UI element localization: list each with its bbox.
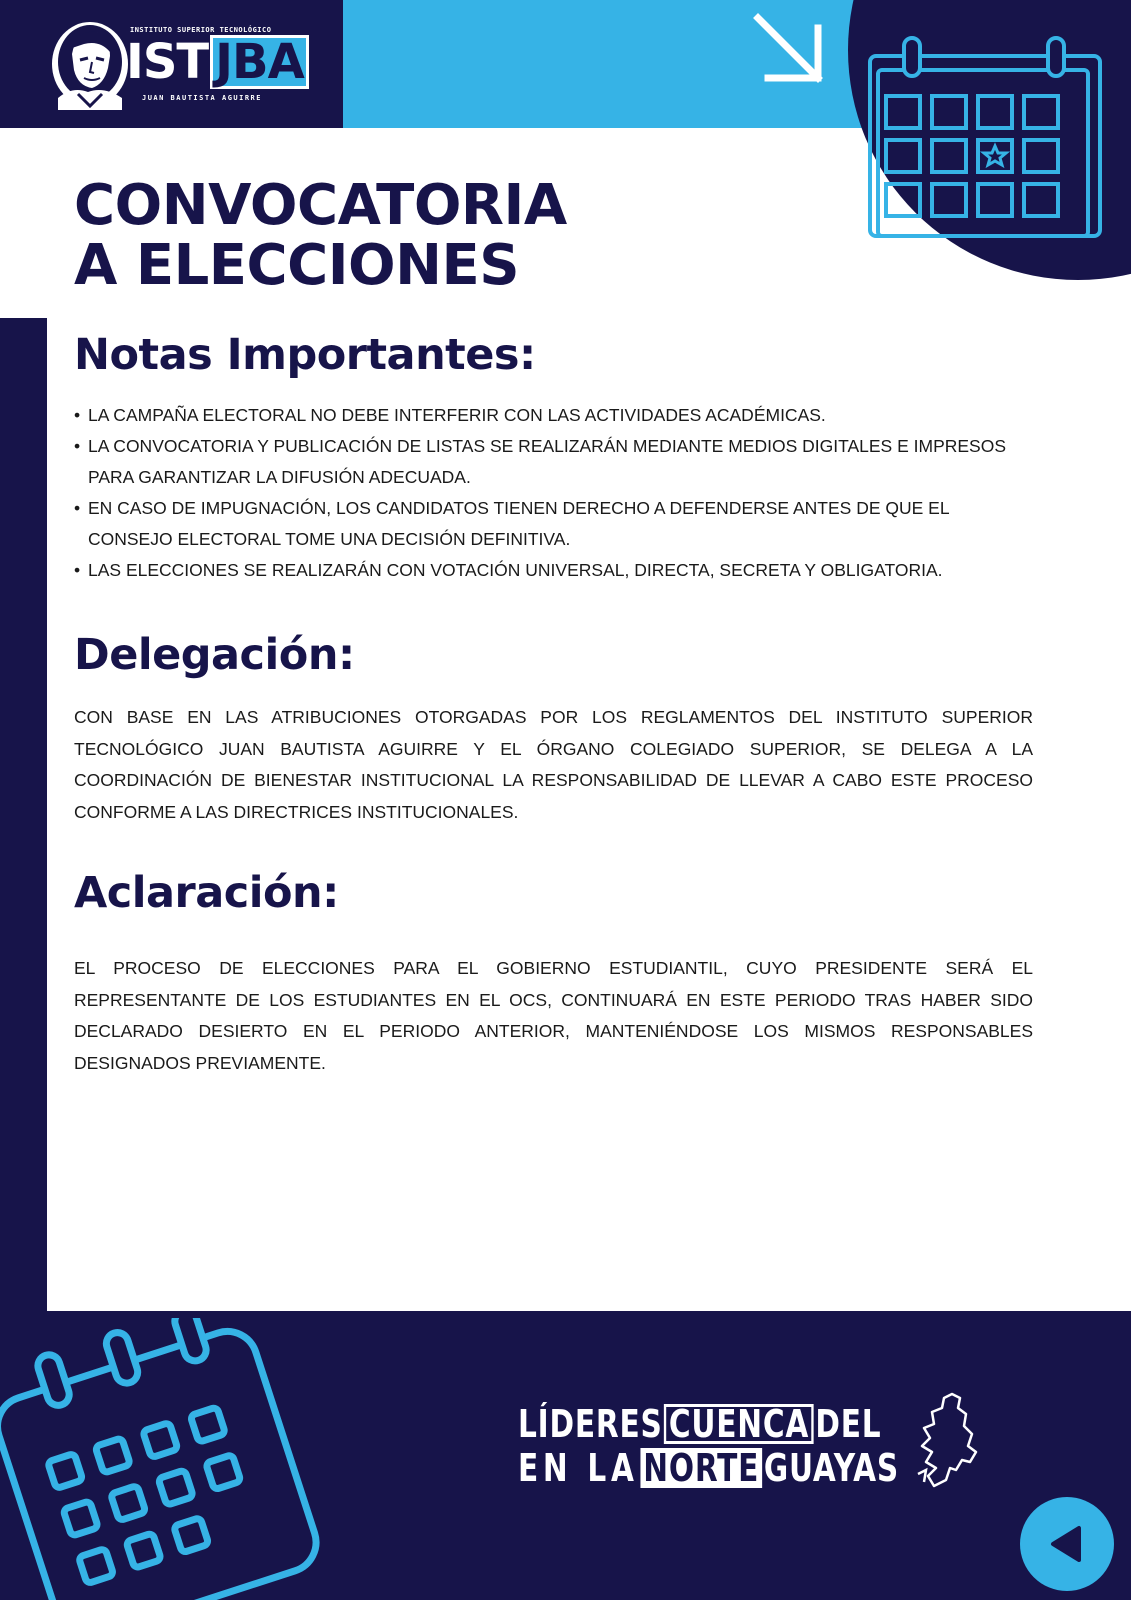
page-title-line2: A ELECCIONES	[74, 233, 520, 298]
calendar-icon	[0, 1318, 320, 1600]
list-item: • LA CONVOCATORIA Y PUBLICACIÓN DE LISTAS SE REALIZARÁN MEDIANTE MEDIOS DIGITALES E IMPRESOS PARA GARANTIZAR LA DIFUSIÓN ADECUADA.	[74, 431, 1034, 493]
logo-acronym-jba: JBA	[210, 35, 309, 89]
delegacion-heading: Delegación:	[74, 630, 355, 680]
slogan-word: EN LA	[518, 1446, 639, 1490]
list-item: • LAS ELECCIONES SE REALIZARÁN CON VOTACIÓN UNIVERSAL, DIRECTA, SECRETA Y OBLIGATORIA.	[74, 555, 1034, 586]
back-triangle-icon	[1047, 1524, 1087, 1564]
slogan-word: LÍDERES	[518, 1402, 663, 1446]
list-item: • EN CASO DE IMPUGNACIÓN, LOS CANDIDATOS TIENEN DERECHO A DEFENDERSE ANTES DE QUE EL CONSEJO ELECTORAL TOME UNA DECISIÓN DEFINITIVA.	[74, 493, 1034, 555]
notas-heading: Notas Importantes:	[74, 330, 536, 380]
page-title	[74, 173, 567, 298]
logo-acronym	[126, 32, 309, 92]
page-title-line1: CONVOCATORIA	[74, 173, 567, 238]
slogan-word: GUAYAS	[763, 1446, 900, 1490]
guayas-map-icon	[912, 1390, 984, 1490]
institute-logo	[48, 18, 304, 110]
logo-top-text: INSTITUTO SUPERIOR TECNOLÓGICO	[130, 26, 272, 34]
arrow-down-right-icon	[752, 12, 832, 92]
left-navy-strip	[0, 318, 47, 1318]
aclaracion-body: EL PROCESO DE ELECCIONES PARA EL GOBIERNO ESTUDIANTIL, CUYO PRESIDENTE SERÁ EL REPRESENTANTE DE LOS ESTUDIANTES EN EL OCS, CONTINUARÁ EN ESTE PERIODO TRAS HABER SIDO DECLARADO DESIERTO EN EL PERIODO ANTERIOR, MANTENIÉNDOSE LOS MISMOS RESPONSABLES DESIGNADOS PREVIAMENTE.	[74, 958, 1033, 1073]
slogan-row-1	[518, 1403, 881, 1445]
founder-portrait-icon	[48, 18, 128, 110]
campaign-slogan	[518, 1403, 978, 1493]
calendar-star-icon	[866, 36, 1106, 250]
delegacion-body: CON BASE EN LAS ATRIBUCIONES OTORGADAS POR LOS REGLAMENTOS DEL INSTITUTO SUPERIOR TECNOLÓGICO JUAN BAUTISTA AGUIRRE Y EL ÓRGANO COLEGIADO SUPERIOR, SE DELEGA A LA COORDINACIÓN DE BIENESTAR INSTITUCIONAL LA RESPONSABILIDAD DE LLEVAR A CABO ESTE PROCESO CONFORME A LAS DIRECTRICES INSTITUCIONALES.	[74, 707, 1033, 822]
slogan-row-2	[518, 1447, 899, 1489]
slogan-word: DEL	[815, 1402, 882, 1446]
aclaracion-heading: Aclaración:	[74, 868, 339, 918]
notas-list	[74, 400, 1034, 586]
slogan-word-boxed: CUENCA	[664, 1404, 814, 1444]
slogan-word-filled: NORTE	[640, 1448, 762, 1488]
list-item: • LA CAMPAÑA ELECTORAL NO DEBE INTERFERIR CON LAS ACTIVIDADES ACADÉMICAS.	[74, 400, 1034, 431]
back-button[interactable]	[1020, 1497, 1114, 1591]
logo-acronym-ist: IST	[126, 34, 209, 90]
logo-bottom-text: JUAN BAUTISTA AGUIRRE	[132, 94, 272, 102]
